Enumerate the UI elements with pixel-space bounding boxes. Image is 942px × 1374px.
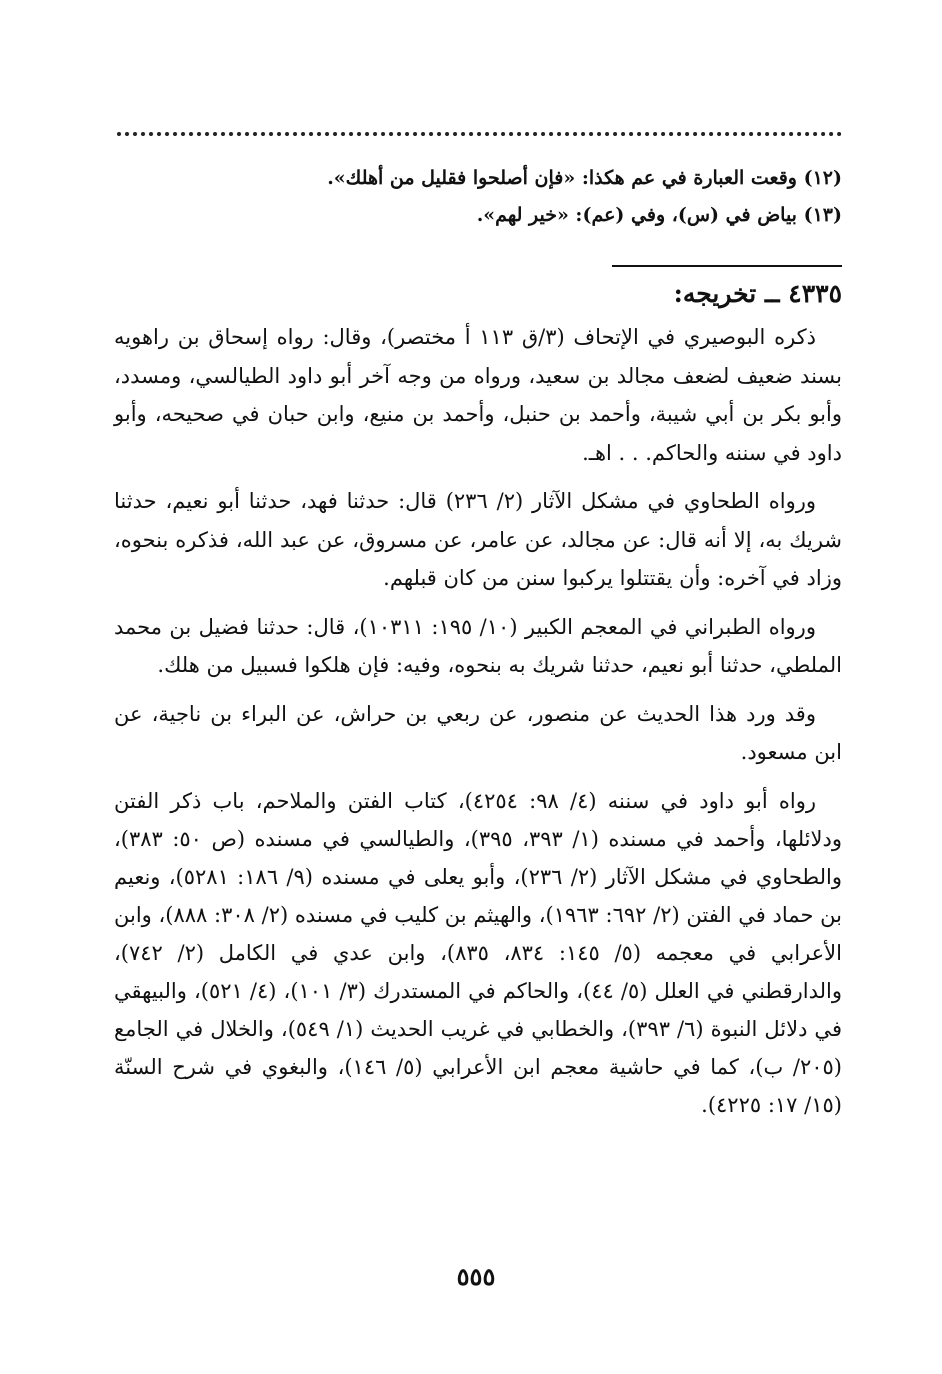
- paragraph-busiri: ذكره البوصيري في الإتحاف (٣/ق ١١٣ أ مختصر)، وقال: رواه إسحاق بن راهويه بسند ضعيف لضعف مجالد بن سعيد، ورواه من وجه آخر أبو داود الطيالسي، ومسدد، وأبو بكر بن أبي شيبة، وأحمد بن حنبل، وأحمد بن منيع، وابن حبان في صحيحه، وأبو داود في سننه والحاكم. . . اهـ.: [114, 325, 842, 465]
- page-number: ٥٥٥: [456, 1262, 496, 1291]
- section-heading: ٤٣٣٥ ــ تخريجه:: [673, 279, 842, 308]
- footnote-separator-dotted: [117, 132, 842, 136]
- main-text: [114, 318, 842, 1134]
- paragraph-mansur-route: وقد ورد هذا الحديث عن منصور، عن ربعي بن حراش، عن البراء بن ناجية، عن ابن مسعود.: [114, 701, 842, 764]
- book-page: [112, 0, 842, 1374]
- paragraph-references: رواه أبو داود في سننه (٤/ ٩٨: ٤٢٥٤)، كتاب الفتن والملاحم، باب ذكر الفتن ودلائلها، وأحمد في مسنده (١/ ٣٩٣، ٣٩٥)، والطيالسي في مسنده (ص ٥٠: ٣٨٣)، والطحاوي في مشكل الآثار (٢/ ٢٣٦)، وأبو يعلى في مسنده (٩/ ١٨٦: ٥٢٨١)، ونعيم بن حماد في الفتن (٢/ ٦٩٢: ١٩٦٣)، والهيثم بن كليب في مسنده (٢/ ٣٠٨: ٨٨٨)، وابن الأعرابي في معجمه (٥/ ١٤٥: ٨٣٤، ٨٣٥)، وابن عدي في الكامل (٢/ ٧٤٢)، والدارقطني في العلل (٥/ ٤٤)، والحاكم في المستدرك (٣/ ١٠١)، (٤/ ٥٢١)، والبيهقي في دلائل النبوة (٦/ ٣٩٣)، والخطابي في غريب الحديث (١/ ٥٤٩)، والخلال في الجامع (٢٠٥/ ب)، كما في حاشية معجم ابن الأعرابي (٥/ ١٤٦)، والبغوي في شرح السنّة (١٥/ ١٧: ٤٢٢٥).: [114, 788, 842, 1117]
- footnotes-block: [117, 160, 842, 234]
- paragraph-tahawi: ورواه الطحاوي في مشكل الآثار (٢/ ٢٣٦) قال: حدثنا فهد، حدثنا أبو نعيم، حدثنا شريك به، إلا أنه قال: عن مجالد، عن عامر، عن مسروق، عن عبد الله، فذكره بنحوه، وزاد في آخره: وأن يقتتلوا يركبوا سنن من كان قبلهم.: [114, 489, 842, 590]
- section-separator-rule: [612, 265, 842, 267]
- paragraph-tabarani: ورواه الطبراني في المعجم الكبير (١٠/ ١٩٥: ١٠٣١١)، قال: حدثنا فضيل بن محمد الملطي، حدثنا أبو نعيم، حدثنا شريك به بنحوه، وفيه: فإن هلكوا فسبيل من هلك.: [114, 614, 842, 677]
- footnote-13: (١٣) بياض في (س)، وفي (عم): «خير لهم».: [476, 204, 842, 226]
- footnote-12: (١٢) وقعت العبارة في عم هكذا: «فإن أصلحوا فقليل من أهلك».: [327, 167, 842, 189]
